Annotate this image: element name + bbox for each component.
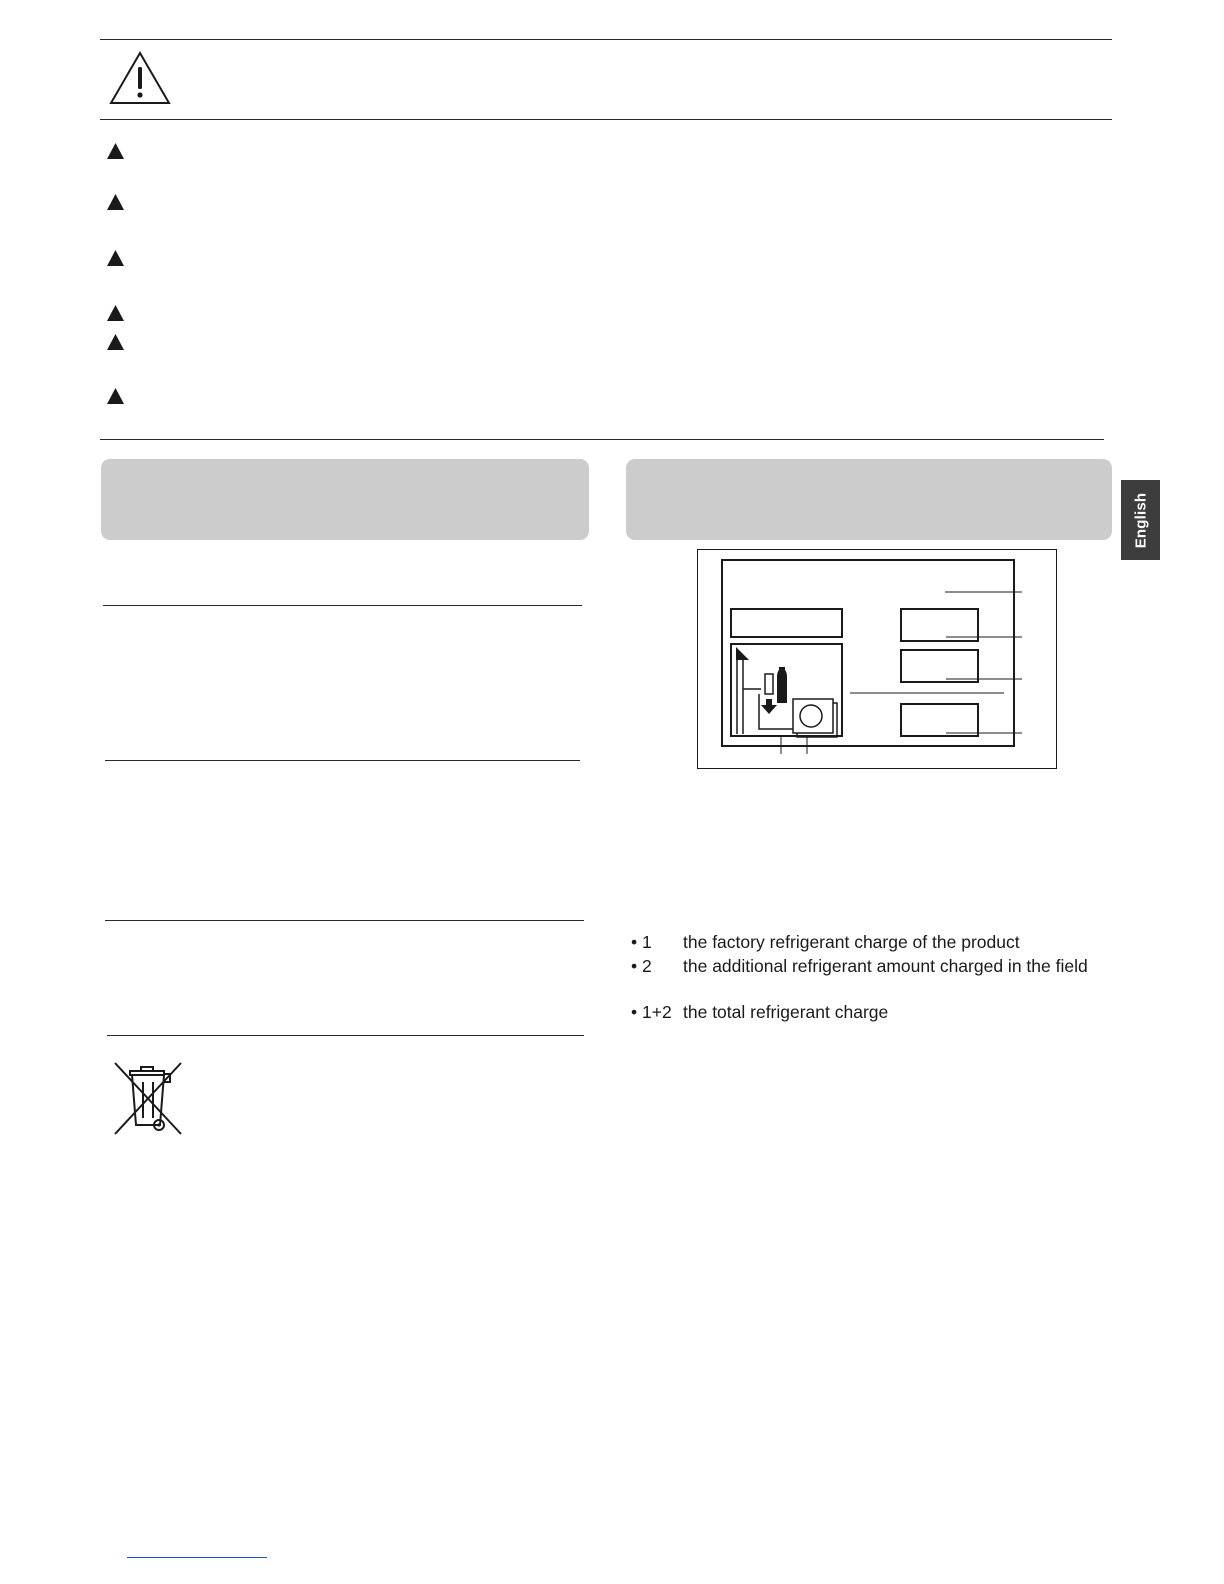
warning-bullet-icon [107, 250, 124, 266]
left-column-rule [103, 605, 582, 606]
section-divider [100, 439, 1104, 440]
language-tab-label: English [1132, 492, 1150, 548]
legend-text: the total refrigerant charge [683, 1002, 889, 1022]
warning-bullet-icon [107, 143, 124, 159]
header-top-rule [100, 39, 1112, 40]
legend-text: the factory refrigerant charge of the product [683, 932, 1020, 952]
legend-key: • 1 [631, 932, 652, 952]
language-tab[interactable] [1121, 480, 1160, 560]
legend-item-total-charge [631, 1000, 1121, 1024]
footer-link-underline[interactable] [127, 1557, 267, 1558]
warning-bullet-icon [107, 194, 124, 210]
crossed-out-bin-icon [110, 1058, 186, 1138]
left-column-rule [105, 920, 584, 921]
refrigerant-label-diagram [697, 549, 1057, 769]
header-bottom-rule [100, 119, 1112, 120]
warning-bullet-icon [107, 305, 124, 321]
refrigerant-legend [631, 930, 1121, 1024]
left-column-rule [105, 760, 580, 761]
warning-bullet-icon [107, 334, 124, 350]
legend-text: the additional refrigerant amount charged in the field [683, 956, 1088, 976]
right-section-heading-panel [626, 459, 1112, 540]
legend-item-additional-charge [631, 954, 1121, 978]
left-section-heading-panel [101, 459, 589, 540]
legend-key: • 1+2 [631, 1002, 672, 1022]
left-column-rule [107, 1035, 584, 1036]
legend-item-factory-charge [631, 930, 1121, 954]
warning-triangle-icon [108, 50, 172, 106]
legend-key: • 2 [631, 956, 652, 976]
warning-bullet-icon [107, 388, 124, 404]
